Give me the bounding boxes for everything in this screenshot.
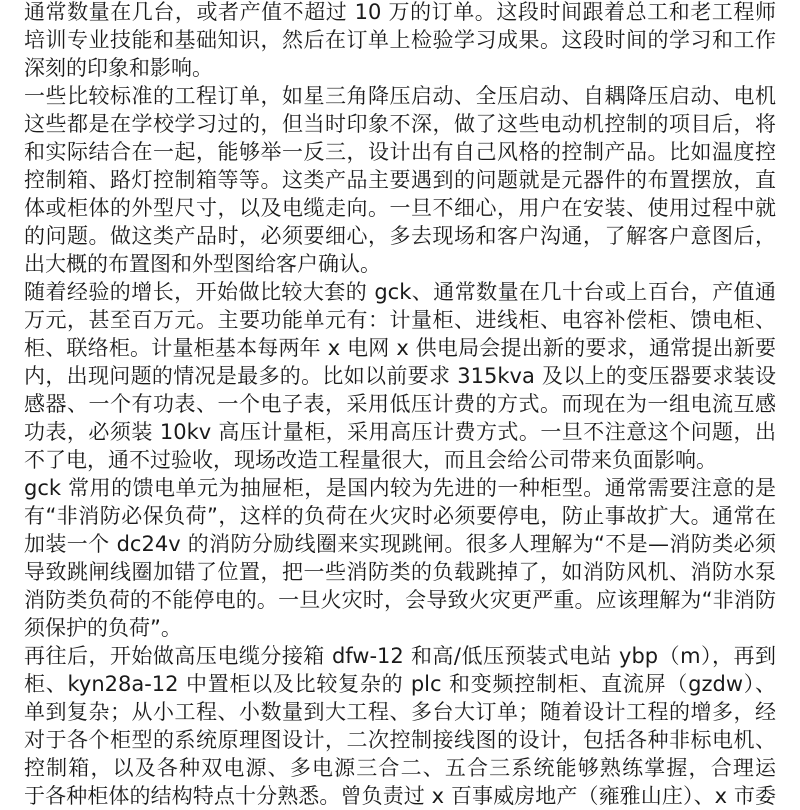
text-line: 有“非消防必保负荷”，这样的负荷在火灾时必须要停电，防止事故扩大。通常在 [24,504,776,528]
text-line: 深刻的印象和影响。 [24,56,213,80]
text-line: 感器、一个有功表、一个电子表，采用低压计费的方式。而现在为一组电流互感 [24,392,776,416]
text-line: 导致跳闸线圈加错了位置，把一些消防类的负载跳掉了，如消防风机、消防水泵 [24,560,776,584]
text-line: 柜、联络柜。计量柜基本每两年 x 电网 x 供电局会提出新的要求，通常提出新要 [24,336,776,360]
text-line: 和实际结合在一起，能够举一反三，设计出有自己风格的控制产品。比如温度控 [24,140,776,164]
text-line: 加装一个 dc24v 的消防分励线圈来实现跳闸。很多人理解为“不是—消防类必须 [24,532,776,556]
text-line: 功表，必须装 10kv 高压计量柜，采用高压计费方式。一旦不注意这个问题，出 [24,420,776,444]
text-line: 万元，甚至百万元。主要功能单元有：计量柜、进线柜、电容补偿柜、馈电柜、 [24,308,776,332]
text-line: 一些比较标准的工程订单，如星三角降压启动、全压启动、自耦降压启动、电机 [24,84,776,108]
text-line: 单到复杂；从小工程、小数量到大工程、多台大订单；随着设计工程的增多，经 [24,700,776,724]
text-line: 于各种柜体的结构特点十分熟悉。曾负责过 x 百事威房地产（雍雅山庄）、x 市委 [24,784,776,808]
paragraph [24,82,776,278]
text-line: 培训专业技能和基础知识，然后在订单上检验学习成果。这段时间的学习和工作 [24,28,776,52]
paragraph [24,642,776,810]
paragraph [24,474,776,642]
text-line: 的问题。做这类产品时，必须要细心，多去现场和客户沟通，了解客户意图后， [24,224,776,248]
text-line: 这些都是在学校学习过的，但当时印象不深，做了这些电动机控制的项目后，将 [24,112,776,136]
text-line: 控制箱，以及各种双电源、多电源三合二、五合三系统能够熟练掌握，合理运 [24,756,776,780]
text-line: 随着经验的增长，开始做比较大套的 gck、通常数量在几十台或上百台，产值通 [24,280,776,304]
text-line: 须保护的负荷”。 [24,616,182,640]
paragraph [24,278,776,474]
text-line: 控制箱、路灯控制箱等等。这类产品主要遇到的问题就是元器件的布置摆放，直 [24,168,776,192]
text-line: 出大概的布置图和外型图给客户确认。 [24,252,381,276]
text-line: 通常数量在几台，或者产值不超过 10 万的订单。这段时间跟着总工和老工程师 [24,0,776,24]
text-line: 消防类负荷的不能停电的。一旦火灾时，会导致火灾更严重。应该理解为“非消防 [24,588,776,612]
text-line: 体或柜体的外型尺寸，以及电缆走向。一旦不细心，用户在安装、使用过程中就 [24,196,776,220]
text-line: 对于各个柜型的系统原理图设计，二次控制接线图的设计，包括各种非标电机、 [24,728,776,752]
text-line: 内，出现问题的情况是最多的。比如以前要求 315kva 及以上的变压器要求装设 [24,364,776,388]
text-line: gck 常用的馈电单元为抽屉柜，是国内较为先进的一种柜型。通常需要注意的是 [24,476,776,500]
text-line: 柜、kyn28a-12 中置柜以及比较复杂的 plc 和变频控制柜、直流屏（gzdw）、 [24,672,776,696]
text-line: 不了电，通不过验收，现场改造工程量很大，而且会给公司带来负面影响。 [24,448,717,472]
text-line: 再往后，开始做高压电缆分接箱 dfw-12 和高/低压预装式电站 ybp（m），再到 [24,644,776,668]
paragraph [24,0,776,82]
document-body [24,0,776,810]
